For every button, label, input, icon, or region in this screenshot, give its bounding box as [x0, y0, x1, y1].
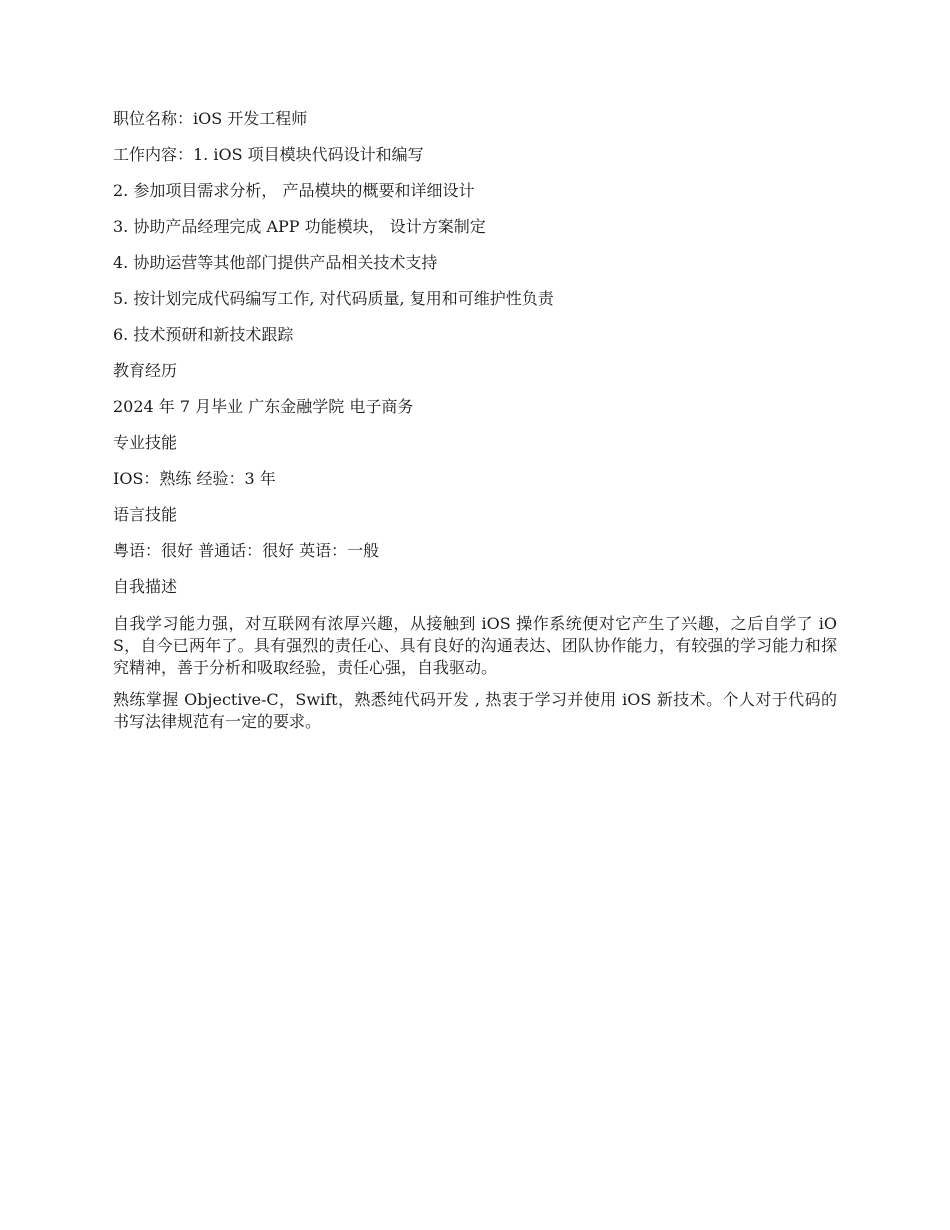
job-title: 职位名称：iOS 开发工程师: [113, 109, 308, 128]
skills-heading: 专业技能: [113, 433, 178, 452]
self-description-heading: 自我描述: [113, 577, 178, 596]
duty-item-2: 2. 参加项目需求分析， 产品模块的概要和详细设计: [113, 181, 475, 200]
language-heading: 语言技能: [113, 505, 178, 524]
duty-item-1: 工作内容：1. iOS 项目模块代码设计和编写: [113, 145, 424, 164]
document-page: [113, 109, 837, 743]
skills-entry: IOS：熟练 经验：3 年: [113, 469, 276, 488]
education-entry: 2024 年 7 月毕业 广东金融学院 电子商务: [113, 397, 414, 416]
duty-item-5: 5. 按计划完成代码编写工作, 对代码质量, 复用和可维护性负责: [113, 289, 554, 308]
duty-item-4: 4. 协助运营等其他部门提供产品相关技术支持: [113, 253, 438, 272]
duty-item-6: 6. 技术预研和新技术跟踪: [113, 325, 294, 344]
education-heading: 教育经历: [113, 361, 178, 380]
self-description-paragraph-2: 熟练掌握 Objective-C，Swift，熟悉纯代码开发 , 热衷于学习并使用 iOS 新技术。个人对于代码的书写法律规范有一定的要求。: [113, 690, 837, 731]
language-entry: 粤语：很好 普通话：很好 英语：一般: [113, 541, 380, 560]
self-description-paragraph-1: 自我学习能力强，对互联网有浓厚兴趣，从接触到 iOS 操作系统便对它产生了兴趣，之后自学了 iOS，自今已两年了。具有强烈的责任心、具有良好的沟通表达、团队协作能力，有较强的学习能力和探究精神，善于分析和吸取经验，责任心强，自我驱动。: [113, 614, 837, 677]
duty-item-3: 3. 协助产品经理完成 APP 功能模块， 设计方案制定: [113, 217, 486, 236]
